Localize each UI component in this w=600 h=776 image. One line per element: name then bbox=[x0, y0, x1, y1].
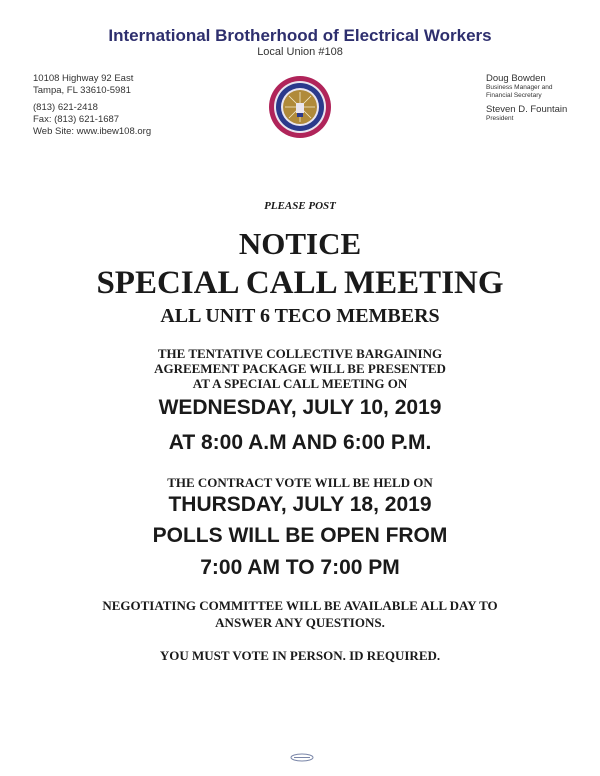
notice-heading: NOTICE bbox=[238, 226, 362, 261]
officer-title: President bbox=[486, 115, 514, 122]
vote-date: THURSDAY, JULY 18, 2019 bbox=[168, 493, 432, 516]
polls-line: POLLS WILL BE OPEN FROM bbox=[152, 524, 448, 547]
officer-name: Steven D. Fountain bbox=[486, 104, 568, 115]
audience: ALL UNIT 6 TECO MEMBERS bbox=[160, 305, 440, 327]
address-block bbox=[33, 73, 151, 138]
intro-line: AGREEMENT PACKAGE WILL BE PRESENTED bbox=[154, 361, 446, 376]
website: Web Site: www.ibew108.org bbox=[33, 126, 152, 137]
city: Tampa, FL 33610-5981 bbox=[33, 85, 131, 96]
phone: (813) 621-2418 bbox=[33, 102, 98, 113]
org-name: International Brotherhood of Electrical Workers bbox=[108, 26, 492, 45]
officers-block bbox=[486, 73, 567, 123]
polls-hours: 7:00 AM TO 7:00 PM bbox=[200, 556, 400, 579]
requirement: YOU MUST VOTE IN PERSON. ID REQUIRED. bbox=[159, 648, 441, 663]
union-label-bug-icon bbox=[290, 753, 314, 762]
committee-paragraph bbox=[0, 597, 600, 631]
street: 10108 Highway 92 East bbox=[33, 73, 134, 84]
meeting-date: WEDNESDAY, JULY 10, 2019 bbox=[158, 396, 442, 419]
please-post: PLEASE POST bbox=[264, 200, 336, 212]
officer-title: Business Manager and bbox=[486, 84, 553, 91]
ibew-seal-icon bbox=[267, 74, 333, 140]
notice-subheading: SPECIAL CALL MEETING bbox=[96, 265, 504, 301]
officer-title: Financial Secretary bbox=[486, 92, 542, 99]
officer-name: Doug Bowden bbox=[486, 73, 546, 84]
committee-line: NEGOTIATING COMMITTEE WILL BE AVAILABLE ALL DAY TO bbox=[102, 598, 498, 613]
committee-line: ANSWER ANY QUESTIONS. bbox=[215, 615, 385, 630]
local-union: Local Union #108 bbox=[257, 46, 343, 58]
vote-intro: THE CONTRACT VOTE WILL BE HELD ON bbox=[167, 475, 433, 490]
intro-paragraph bbox=[0, 346, 600, 391]
fax: Fax: (813) 621-1687 bbox=[33, 114, 120, 125]
intro-line: AT A SPECIAL CALL MEETING ON bbox=[192, 376, 408, 391]
intro-line: THE TENTATIVE COLLECTIVE BARGAINING bbox=[157, 346, 443, 361]
meeting-times: AT 8:00 A.M AND 6:00 P.M. bbox=[168, 431, 432, 454]
